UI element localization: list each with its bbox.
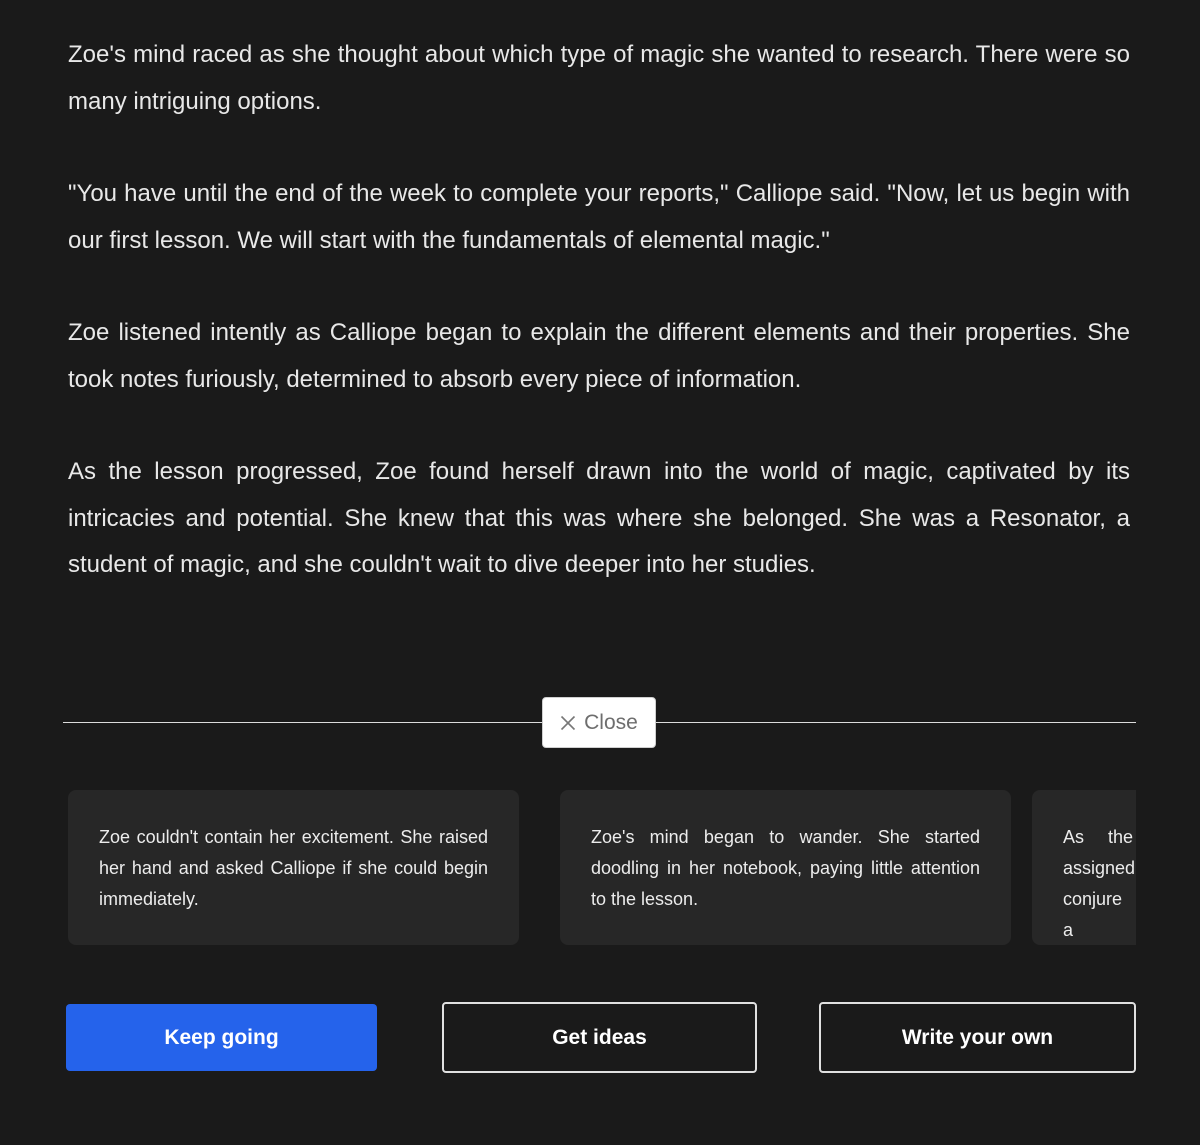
suggestion-card[interactable] (560, 790, 1011, 945)
close-label: Close (584, 710, 638, 734)
story-paragraph: Zoe's mind raced as she thought about which type of magic she wanted to research. There were so many intriguing options. (68, 41, 1130, 115)
close-suggestions-button[interactable] (542, 697, 656, 748)
suggestion-carousel (68, 790, 1136, 945)
suggestion-card[interactable] (68, 790, 519, 945)
keep-going-button[interactable]: Keep going (66, 1004, 377, 1071)
suggestion-text: As the assigned conjure a (1063, 827, 1136, 940)
story-paragraph: Zoe listened intently as Calliope began to explain the different elements and their properties. She took notes furiously, determined to absorb every piece of information. (68, 319, 1130, 393)
story-text (68, 32, 1130, 635)
get-ideas-button[interactable]: Get ideas (442, 1002, 757, 1073)
suggestion-text: Zoe's mind began to wander. She started doodling in her notebook, paying little attention to the lesson. (591, 827, 980, 909)
story-paragraph: As the lesson progressed, Zoe found herself drawn into the world of magic, captivated by its intricacies and potential. She knew that this was where she belonged. She was a Resonator, a student of magic, and she couldn't wait to dive deeper into her studies. (68, 458, 1130, 578)
story-paragraph: "You have until the end of the week to complete your reports," Calliope said. "Now, let us begin with our first lesson. We will start with the fundamentals of elemental magic." (68, 180, 1130, 254)
suggestion-card[interactable] (1032, 790, 1136, 945)
close-icon (560, 715, 576, 731)
suggestion-text: Zoe couldn't contain her excitement. She raised her hand and asked Calliope if she could begin immediately. (99, 827, 488, 909)
write-your-own-button[interactable]: Write your own (819, 1002, 1136, 1073)
